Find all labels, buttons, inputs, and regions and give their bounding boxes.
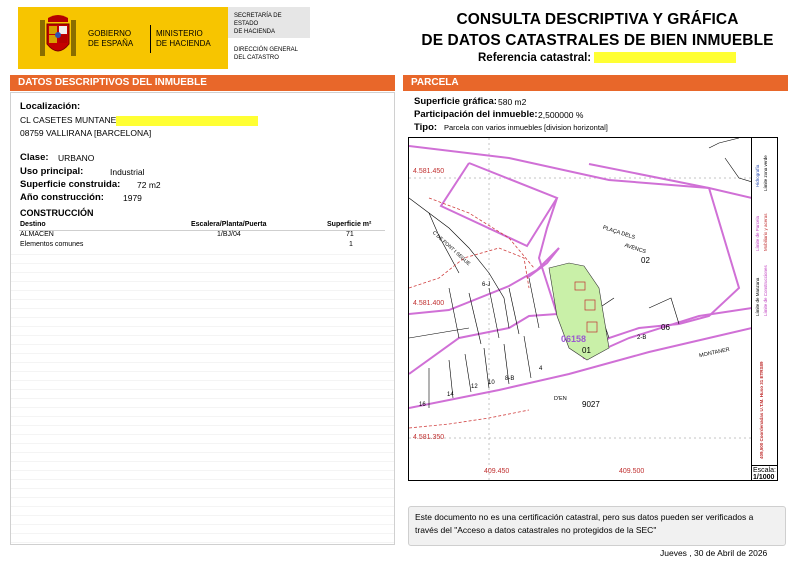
uso-value: Industrial xyxy=(110,167,145,177)
map-street-montaner: MONTANER xyxy=(698,346,731,360)
scale-value: 1/1000 xyxy=(753,474,775,481)
clase-label: Clase: xyxy=(20,152,49,163)
table-cell-destino-0: ALMACEN xyxy=(20,231,54,238)
map-parcel-ref: 06158 xyxy=(561,334,587,344)
referencia-catastral: Referencia catastral: xyxy=(478,52,736,64)
table-cell-superficie-1: 1 xyxy=(349,241,353,248)
map-number-14: 14 xyxy=(447,392,454,398)
map-street-den: D'EN xyxy=(554,396,567,402)
table-cell-escalera-0: 1/BJ/04 xyxy=(217,231,241,238)
table-header-escalera: Escalera/Planta/Puerta xyxy=(191,221,267,228)
note-line1: Este documento no es una certificación catastral, pero sus datos pueden ser verificados a xyxy=(415,512,754,522)
participacion-label: Participación del inmueble: xyxy=(414,109,538,120)
map-number-2b: 2-B xyxy=(637,335,647,341)
disclaimer-note xyxy=(408,506,786,546)
section-bar-parcela xyxy=(403,75,788,91)
anio-label: Año construcción: xyxy=(20,192,104,203)
redacted-reference xyxy=(594,52,736,63)
table-header-superficie: Superficie m² xyxy=(327,221,372,228)
clase-value: URBANO xyxy=(58,153,95,163)
map-street-avencs: AVENCS xyxy=(623,242,647,256)
map-street-placa: PLAÇA DELS xyxy=(601,224,636,242)
localizacion-label: Localización: xyxy=(20,101,81,112)
map-scale xyxy=(751,465,778,481)
map-number-10: 10 xyxy=(488,380,495,386)
tipo-value: Parcela con varios inmuebles [division horizontal] xyxy=(444,123,608,132)
map-drawing xyxy=(409,138,752,480)
map-number-4: 4 xyxy=(539,366,543,372)
scale-label: Escala: xyxy=(753,467,776,474)
map-number-16: 16 xyxy=(419,402,426,408)
government-logo-band xyxy=(18,7,228,69)
address-line2: 08759 VALLIRANA [BARCELONA] xyxy=(20,128,152,138)
table-header-destino: Destino xyxy=(20,221,46,228)
address-line1: CL CASETES MUNTANE xyxy=(20,115,258,126)
legend-zona-verde: Límite zona verde xyxy=(763,155,768,191)
construccion-title: CONSTRUCCIÓN xyxy=(20,208,94,218)
uso-label: Uso principal: xyxy=(20,166,84,177)
anio-value: 1979 xyxy=(123,193,142,203)
legend-coordinates: 409,500 Coordenadas U.T.M. Huso 31 ETRS89 xyxy=(759,361,764,459)
participacion-value: 2,500000 % xyxy=(538,110,584,120)
cadastral-map[interactable] xyxy=(408,137,778,481)
map-legend xyxy=(751,137,778,465)
legend-mobiliario: Mobiliario y aceras xyxy=(763,213,768,251)
superficie-label: Superficie construida: xyxy=(20,179,121,190)
section-bar-descriptivos xyxy=(10,75,395,91)
map-coord-y2: 4.581.400 xyxy=(413,300,445,307)
coat-of-arms-icon xyxy=(38,14,78,62)
sup-grafica-label: Superficie gráfica: xyxy=(414,96,497,107)
descriptive-data-panel xyxy=(10,92,395,545)
map-number-9027: 9027 xyxy=(582,400,600,409)
map-coord-y3: 4.581.350 xyxy=(413,434,445,441)
map-number-02: 02 xyxy=(641,256,650,265)
section-title: PARCELA xyxy=(411,77,459,88)
map-number-8b: 8-B xyxy=(505,376,515,382)
map-coord-x2: 409.500 xyxy=(619,468,645,475)
ministerio-text: MINISTERIO DE HACIENDA xyxy=(156,29,211,48)
map-number-06: 06 xyxy=(661,323,670,332)
map-coord-y1: 4.581.450 xyxy=(413,168,445,175)
legend-parcela: Límite de Parcela xyxy=(755,215,760,251)
sup-grafica-value: 580 m2 xyxy=(498,97,527,107)
legend-construcciones: Límite de Construcciones xyxy=(763,265,768,316)
table-cell-superficie-0: 71 xyxy=(346,231,354,238)
tipo-label: Tipo: xyxy=(414,122,438,133)
section-title: DATOS DESCRIPTIVOS DEL INMUEBLE xyxy=(18,77,207,88)
map-coord-x1: 409.450 xyxy=(484,468,510,475)
gobierno-text: GOBIERNO DE ESPAÑA xyxy=(88,29,134,48)
superficie-value: 72 m2 xyxy=(137,180,161,190)
note-line2: través del "Acceso a datos catastrales no protegidos de la SEC" xyxy=(415,525,657,535)
secretaria-box: SECRETARÍA DE ESTADO DE HACIENDA xyxy=(228,7,310,38)
legend-manzana: Límite de Manzana xyxy=(755,277,760,316)
redacted-address xyxy=(116,116,258,126)
table-cell-destino-1: Elementos comunes xyxy=(20,241,84,248)
page-title: CONSULTA DESCRIPTIVA Y GRÁFICA DE DATOS CATASTRALES DE BIEN INMUEBLE xyxy=(421,11,774,49)
highlighted-parcel[interactable] xyxy=(549,263,609,360)
map-number-6j: 6-J xyxy=(482,282,491,288)
map-number-01: 01 xyxy=(582,346,591,355)
direccion-box: DIRECCIÓN GENERAL DEL CATASTRO xyxy=(234,47,299,61)
legend-hidrografia: Hidrografía xyxy=(755,164,760,187)
map-number-12: 12 xyxy=(471,384,478,390)
document-date: Jueves , 30 de Abril de 2026 xyxy=(660,548,768,558)
map-street-pont: C DE PONT I SEGUE xyxy=(430,230,472,268)
